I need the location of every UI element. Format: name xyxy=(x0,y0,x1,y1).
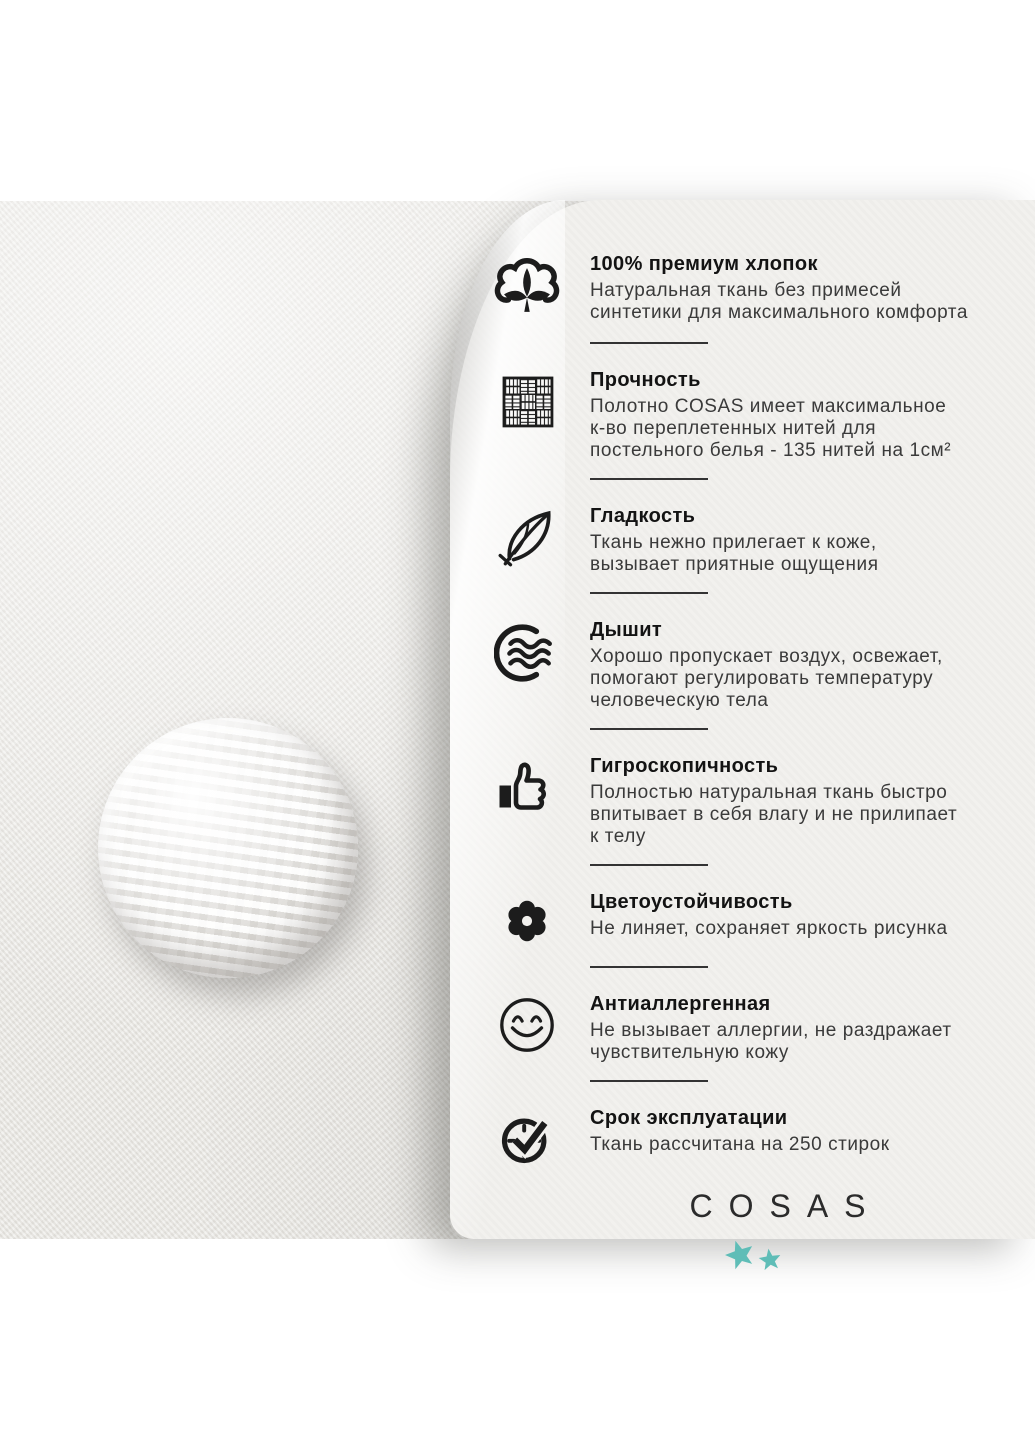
feature-breathes xyxy=(492,618,1021,712)
feature-title: Прочность xyxy=(590,369,701,391)
breathability-icon xyxy=(492,618,562,686)
feature-strength xyxy=(492,368,1021,462)
feature-line: вызывает приятные ощущения xyxy=(590,554,879,575)
feature-line: человеческую тела xyxy=(590,690,769,711)
feature-line: Ткань нежно прилегает к коже, xyxy=(590,532,877,553)
feature-service-life xyxy=(492,1106,1021,1168)
feature-text xyxy=(590,890,948,940)
section-divider xyxy=(590,728,708,730)
feature-line: Полностью натуральная ткань быстро xyxy=(590,782,948,803)
feature-title: Антиаллергенная xyxy=(590,993,771,1015)
feature-line: помогают регулировать температуру xyxy=(590,668,934,689)
feature-line: впитывает в себя влагу и не прилипает xyxy=(590,804,958,825)
feature-text xyxy=(590,618,943,712)
feature-line: постельного белья - 135 нитей на 1см² xyxy=(590,440,952,461)
feature-line: чувствительную кожу xyxy=(590,1042,789,1063)
feature-line: к телу xyxy=(590,826,646,847)
feature-antiallergenic xyxy=(492,992,1021,1064)
feature-text xyxy=(590,368,951,462)
feature-title: Дышит xyxy=(590,619,663,641)
feature-title: 100% премиум хлопок xyxy=(590,253,818,275)
feature-smoothness xyxy=(492,504,1021,576)
brand-logo xyxy=(492,1188,1021,1279)
feature-line: Не линяет, сохраняет яркость рисунка xyxy=(590,918,948,939)
feature-line: синтетики для максимального комфорта xyxy=(590,302,968,323)
fabric-button-photo xyxy=(98,718,358,978)
feature-cotton xyxy=(492,252,1021,326)
feature-text xyxy=(590,504,879,576)
flower-icon xyxy=(492,890,562,950)
feature-line: Не вызывает аллергии, не раздражает xyxy=(590,1020,952,1041)
brand-name: COSAS xyxy=(689,1188,882,1224)
feature-line: Ткань рассчитана на 250 стирок xyxy=(590,1134,890,1155)
feature-title: Срок эксплуатации xyxy=(590,1107,788,1129)
feather-icon xyxy=(492,504,562,572)
feature-text xyxy=(590,1106,890,1156)
section-divider xyxy=(590,342,708,344)
feature-line: Натуральная ткань без примесей xyxy=(590,280,902,301)
feature-title: Гладкость xyxy=(590,505,696,527)
features-card xyxy=(450,200,1035,1239)
feature-line: Хорошо пропускает воздух, освежает, xyxy=(590,646,943,667)
feature-title: Гигроскопичность xyxy=(590,755,779,777)
feature-title: Цветоустойчивость xyxy=(590,891,793,913)
feature-hygroscopic xyxy=(492,754,1021,848)
clock-check-icon xyxy=(492,1106,562,1168)
section-divider xyxy=(590,864,708,866)
smiley-face-icon xyxy=(492,992,562,1056)
feature-text xyxy=(590,754,957,848)
section-divider xyxy=(590,966,708,968)
feature-text xyxy=(590,252,968,324)
section-divider xyxy=(590,1080,708,1082)
feature-colorfast xyxy=(492,890,1021,950)
section-divider xyxy=(590,478,708,480)
weave-pattern-icon xyxy=(492,368,562,432)
stars-and-moon-icon xyxy=(718,1233,838,1279)
feature-text xyxy=(590,992,952,1064)
cotton-flower-icon xyxy=(492,252,562,326)
thumbs-up-icon xyxy=(492,754,562,820)
feature-line: к-во переплетенных нитей для xyxy=(590,418,877,439)
feature-line: Полотно COSAS имеет максимальное xyxy=(590,396,947,417)
section-divider xyxy=(590,592,708,594)
